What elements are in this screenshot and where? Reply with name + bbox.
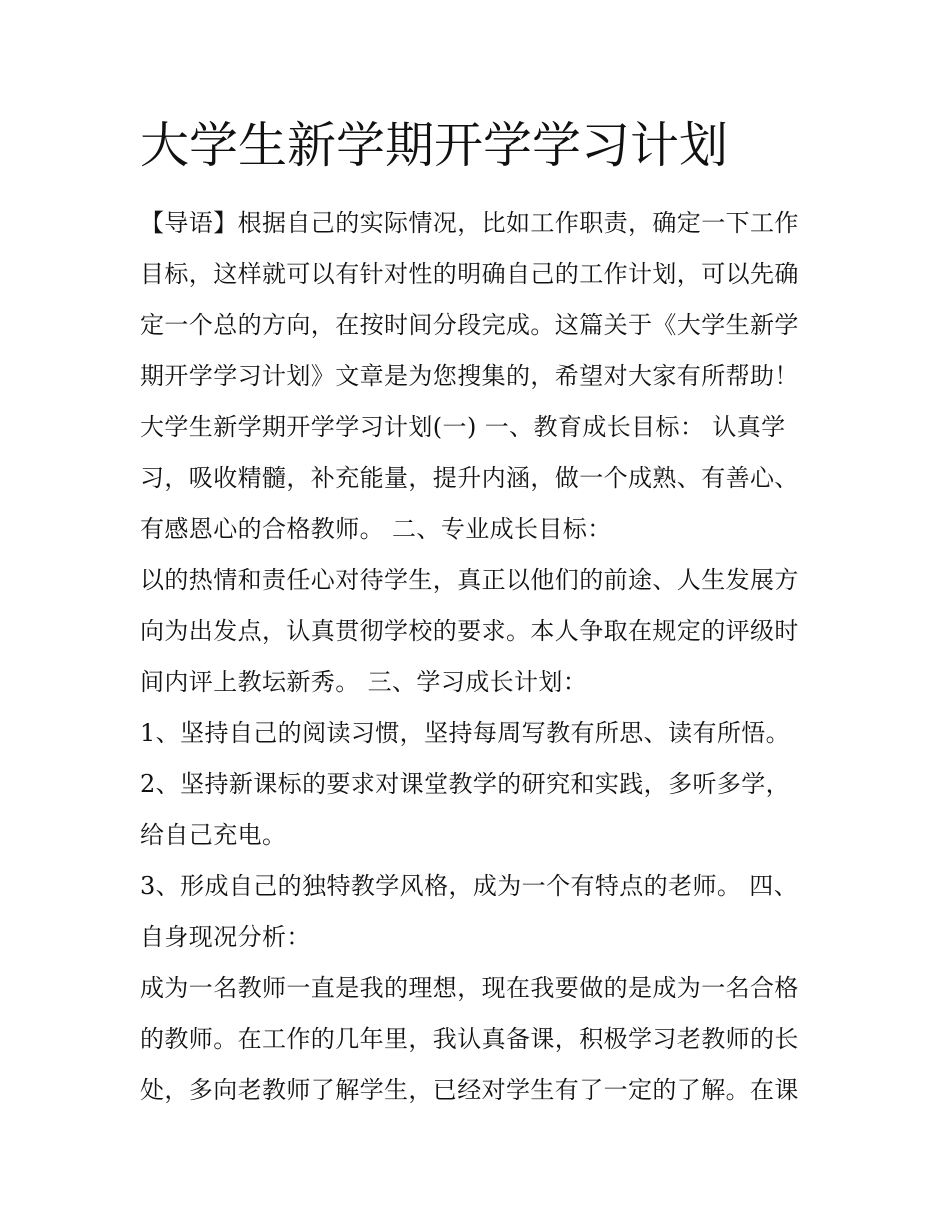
- body-line: 1、坚持自己的阅读习惯，坚持每周写教有所思、读有所悟。: [140, 719, 791, 747]
- body-line: 成为一名教师一直是我的理想，现在我要做的是成为一名合格: [140, 974, 799, 1002]
- body-line: 给自己充电。: [140, 821, 287, 849]
- body-line: 自身现况分析：: [140, 923, 311, 951]
- body-line: 有感恩心的合格教师。 二、专业成长目标：: [140, 515, 612, 543]
- body-line: 处，多向老教师了解学生，已经对学生有了一定的了解。在课: [140, 1076, 799, 1104]
- body-line: 2、坚持新课标的要求对课堂教学的研究和实践，多听多学，: [140, 770, 791, 798]
- body-line: 期开学学习计划》文章是为您搜集的，希望对大家有所帮助！: [140, 362, 799, 390]
- body-line: 以的热情和责任心对待学生，真正以他们的前途、人生发展方: [140, 566, 799, 594]
- body-line: 习，吸收精髓，补充能量，提升内涵，做一个成熟、有善心、: [140, 464, 799, 492]
- body-line: 目标，这样就可以有针对性的明确自己的工作计划，可以先确: [140, 260, 799, 288]
- body-line: 3、形成自己的独特教学风格，成为一个有特点的老师。 四、: [140, 872, 799, 900]
- body-line: 【导语】根据自己的实际情况，比如工作职责，确定一下工作: [140, 209, 799, 237]
- body-line: 向为出发点，认真贯彻学校的要求。本人争取在规定的评级时: [140, 617, 799, 645]
- body-line: 的教师。在工作的几年里，我认真备课，积极学习老教师的长: [140, 1025, 799, 1053]
- document-title: 大学生新学期开学学习计划: [140, 117, 729, 174]
- body-line: 间内评上教坛新秀。 三、学习成长计划：: [140, 668, 588, 696]
- body-line: 定一个总的方向，在按时间分段完成。这篇关于《大学生新学: [140, 311, 799, 339]
- document-body: [140, 198, 820, 1116]
- body-line: 大学生新学期开学学习计划(一) 一、教育成长目标： 认真学: [140, 413, 786, 441]
